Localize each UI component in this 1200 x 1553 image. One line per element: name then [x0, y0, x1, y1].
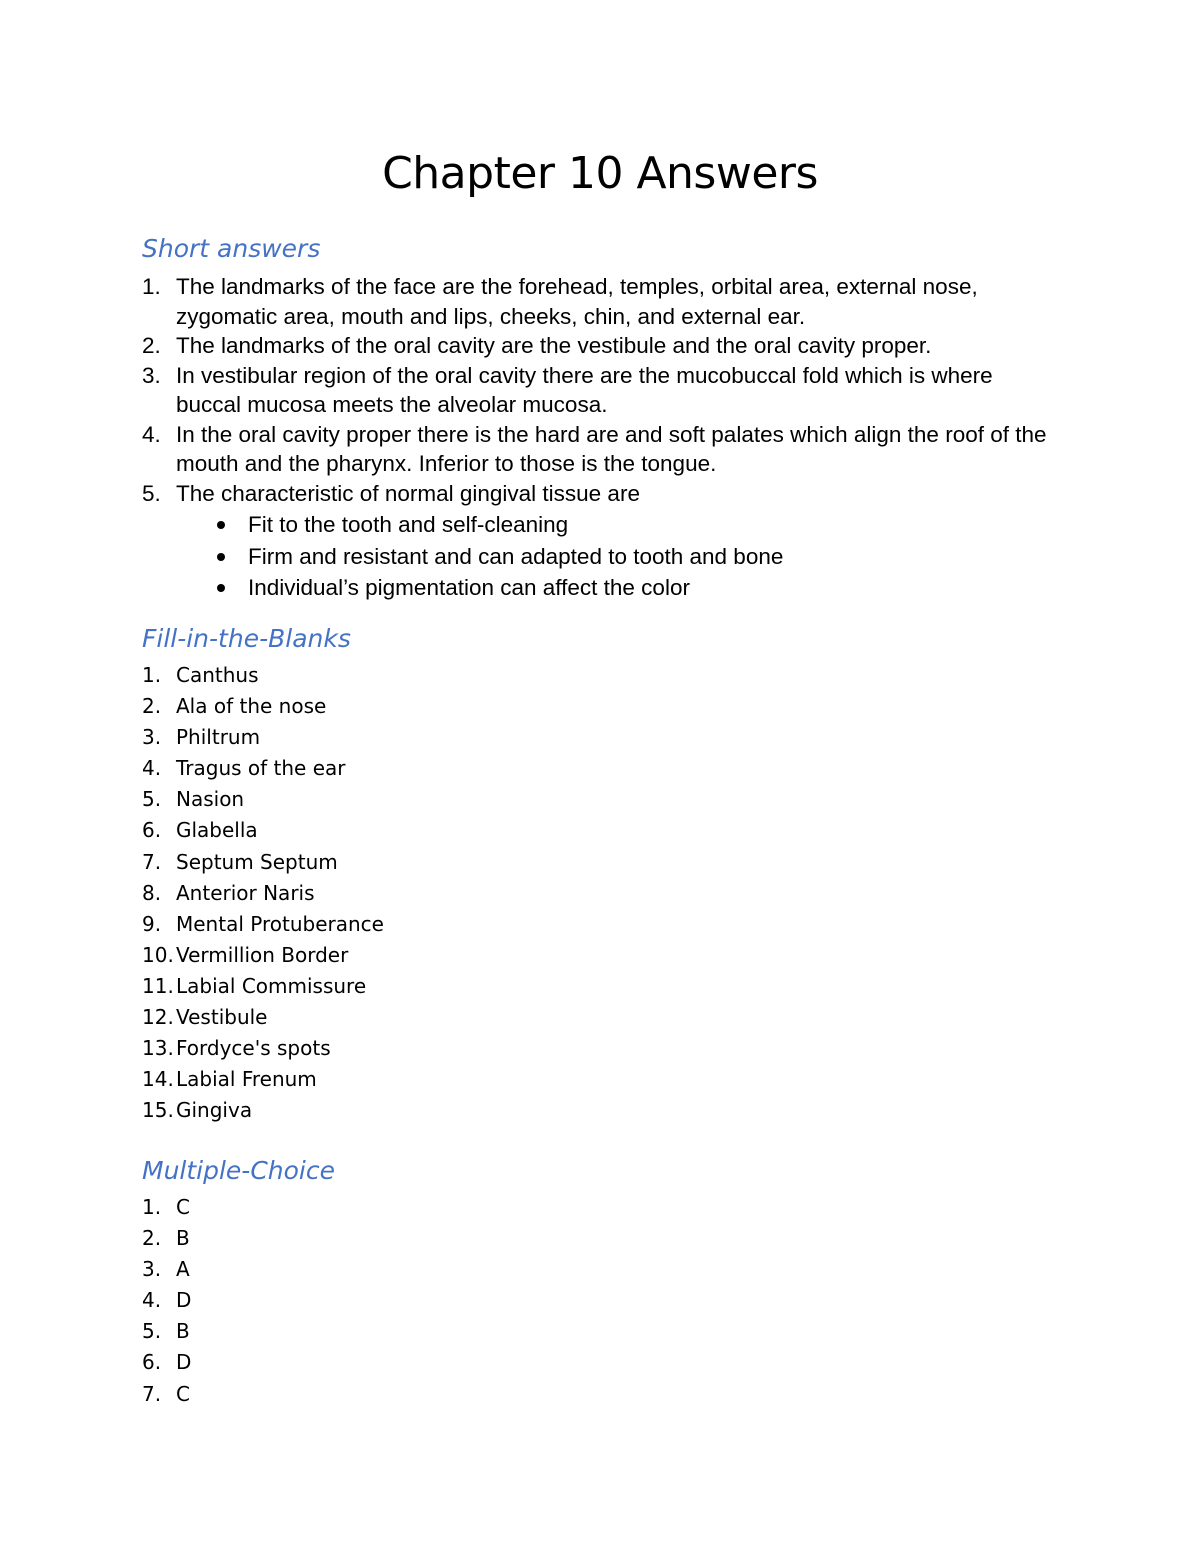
list-item: [142, 753, 384, 784]
item-number: 5.: [142, 480, 161, 506]
list-item: [142, 1095, 384, 1126]
item-number: 15.: [142, 1098, 174, 1123]
list-item: [142, 909, 384, 940]
item-text: Gingiva: [176, 1098, 253, 1123]
list-item: [142, 1033, 384, 1064]
list-item: [142, 971, 384, 1002]
item-text: Tragus of the ear: [176, 756, 346, 781]
item-number: 3.: [142, 725, 162, 750]
item-number: 12.: [142, 1005, 174, 1030]
short-answer-item: [142, 420, 1062, 479]
item-number: 2.: [142, 333, 161, 358]
multiple-choice-heading: Multiple-Choice: [142, 1156, 335, 1185]
short-answers-heading: Short answers: [142, 234, 321, 263]
item-text: Fordyce's spots: [176, 1036, 331, 1061]
bullet-text: Firm and resistant and can adapted to tooth and bone: [248, 543, 784, 569]
list-item: [142, 1254, 191, 1285]
item-number: 5.: [142, 787, 162, 812]
item-text: The landmarks of the oral cavity are the vestibule and the oral cavity proper.: [176, 333, 932, 358]
short-answer-item: [142, 331, 1062, 361]
item-text: Philtrum: [176, 725, 261, 750]
item-number: 4.: [142, 1288, 162, 1313]
multiple-choice-list: [142, 1192, 191, 1410]
list-item: [142, 1002, 384, 1033]
item-number: 2.: [142, 1226, 162, 1251]
bullet-text: Individual’s pigmentation can affect the color: [248, 575, 690, 600]
item-text: Ala of the nose: [176, 694, 327, 719]
item-number: 1.: [142, 1195, 162, 1219]
item-number: 3.: [142, 1257, 162, 1282]
fill-in-the-blanks-list: [142, 660, 384, 1126]
list-item: [142, 1064, 384, 1095]
item-text: B: [176, 1226, 190, 1251]
item-text: D: [176, 1288, 192, 1313]
item-number: 8.: [142, 880, 162, 905]
list-item: [142, 815, 384, 846]
bullet-item: [214, 509, 1062, 541]
item-text: Septum Septum: [176, 849, 338, 874]
item-number: 3.: [142, 362, 161, 388]
item-text: Mental Protuberance: [176, 911, 384, 936]
item-text: Canthus: [176, 663, 259, 687]
item-number: 4.: [142, 421, 161, 447]
list-item: [142, 660, 384, 691]
item-text: The landmarks of the face are the forehead, temples, orbital area, external nose, zygomatic area, mouth and lips, cheeks, chin, and external ear.: [176, 274, 978, 329]
item-text: Labial Commissure: [176, 973, 367, 998]
short-answer-item: [142, 479, 1062, 604]
bullet-icon: [217, 553, 225, 561]
item-number: 5.: [142, 1319, 162, 1344]
list-item: [142, 1192, 191, 1223]
list-item: [142, 940, 384, 971]
short-answer-item: [142, 272, 1062, 331]
item-text: In the oral cavity proper there is the hard are and soft palates which align the roof of the mouth and the pharynx. Inferior to those is the tongue.: [176, 421, 1047, 476]
item-number: 9.: [142, 911, 162, 936]
bullet-icon: [217, 584, 225, 592]
fill-in-the-blanks-heading: Fill-in-the-Blanks: [142, 624, 351, 653]
item-text: Nasion: [176, 787, 245, 812]
item-text: Anterior Naris: [176, 880, 315, 905]
item-text: Vermillion Border: [176, 942, 349, 967]
page-title: Chapter 10 Answers: [382, 148, 818, 199]
list-item: [142, 847, 384, 878]
list-item: [142, 784, 384, 815]
item-number: 1.: [142, 663, 162, 687]
bullet-item: [214, 541, 1062, 573]
item-number: 10.: [142, 942, 174, 967]
item-number: 14.: [142, 1067, 174, 1092]
item-number: 2.: [142, 694, 162, 719]
item-number: 6.: [142, 1350, 162, 1375]
short-answers-list: [142, 272, 1062, 604]
item-number: 13.: [142, 1036, 174, 1061]
item-number: 1.: [142, 274, 161, 299]
item-number: 4.: [142, 756, 162, 781]
list-item: [142, 1316, 191, 1347]
list-item: [142, 722, 384, 753]
list-item: [142, 1347, 191, 1378]
bullet-text: Fit to the tooth and self-cleaning: [248, 512, 569, 537]
item-text: C: [176, 1195, 190, 1219]
item-text: Glabella: [176, 818, 258, 843]
item-number: 7.: [142, 1381, 162, 1406]
item-text: B: [176, 1319, 190, 1344]
list-item: [142, 1285, 191, 1316]
item-text: In vestibular region of the oral cavity there are the mucobuccal fold which is where buccal mucosa meets the alveolar mucosa.: [176, 362, 993, 417]
list-item: [142, 1379, 191, 1410]
list-item: [142, 691, 384, 722]
item-number: 7.: [142, 849, 162, 874]
short-answer-item: [142, 361, 1062, 420]
item-text: D: [176, 1350, 192, 1375]
item-text: Vestibule: [176, 1005, 268, 1030]
item-number: 11.: [142, 973, 174, 998]
bullet-list: [176, 509, 1062, 604]
item-text: C: [176, 1381, 190, 1406]
list-item: [142, 878, 384, 909]
item-number: 6.: [142, 818, 162, 843]
list-item: [142, 1223, 191, 1254]
item-text: The characteristic of normal gingival tissue are: [176, 480, 640, 506]
bullet-item: [214, 572, 1062, 604]
bullet-icon: [217, 521, 225, 529]
item-text: A: [176, 1257, 190, 1282]
item-text: Labial Frenum: [176, 1067, 317, 1092]
